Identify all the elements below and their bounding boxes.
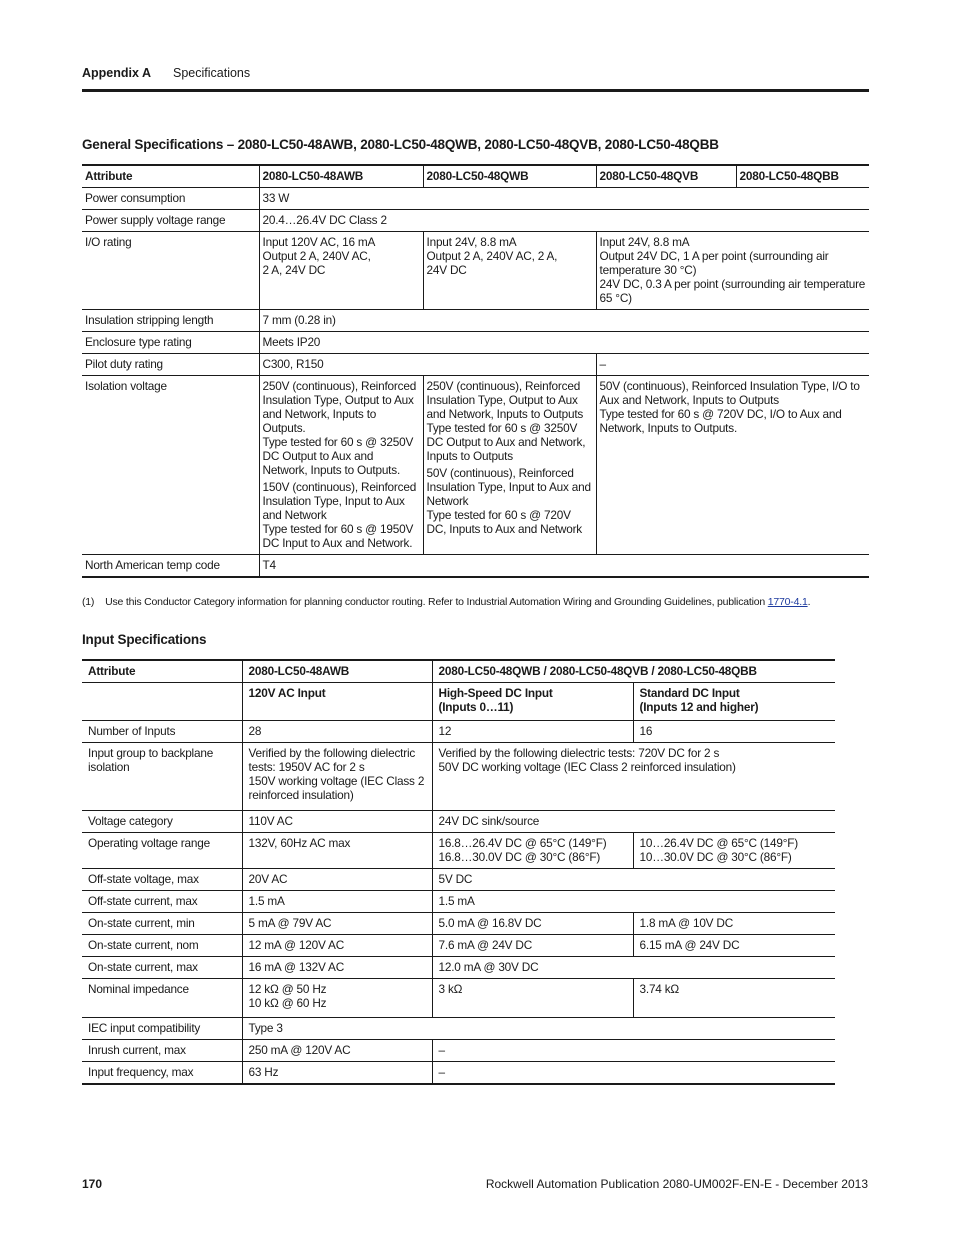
row-label: Operating voltage range xyxy=(82,833,242,869)
table-row xyxy=(82,354,869,376)
row-label: On-state current, nom xyxy=(82,935,242,957)
table-row xyxy=(82,188,869,210)
col-header: 2080-LC50-48AWB xyxy=(242,660,432,683)
col-header: Standard DC Input (Inputs 12 and higher) xyxy=(633,683,835,721)
row-label: Input frequency, max xyxy=(82,1062,242,1085)
table-row xyxy=(82,1018,835,1040)
cell: Type 3 xyxy=(242,1018,835,1040)
row-label: Insulation stripping length xyxy=(82,310,259,332)
row-label: Isolation voltage xyxy=(82,376,259,555)
cell: Input 24V, 8.8 mA Output 24V DC, 1 A per point (surrounding air temperature 30 °C) 24V DC, 0.3 A per point (surrounding air temperature 65 °C) xyxy=(596,232,869,310)
cell: 5V DC xyxy=(432,869,835,891)
section-label: Specifications xyxy=(173,66,251,80)
appendix-label: Appendix A xyxy=(82,66,151,80)
cell: 250 mA @ 120V AC xyxy=(242,1040,432,1062)
cell: 5.0 mA @ 16.8V DC xyxy=(432,913,633,935)
table-row xyxy=(82,332,869,354)
table-row xyxy=(82,913,835,935)
cell: 7.6 mA @ 24V DC xyxy=(432,935,633,957)
col-header: 2080-LC50-48QVB xyxy=(596,165,736,188)
row-label: On-state current, min xyxy=(82,913,242,935)
cell: Meets IP20 xyxy=(259,332,869,354)
cell: Verified by the following dielectric tests: 1950V AC for 2 s 150V working voltage (IEC Class 2 reinforced insulation) xyxy=(242,743,432,811)
cell: 12.0 mA @ 30V DC xyxy=(432,957,835,979)
col-header: Attribute xyxy=(82,660,242,683)
cell: T4 xyxy=(259,555,869,578)
table-row xyxy=(82,979,835,1018)
footnote-marker: (1) xyxy=(82,596,95,608)
input-specs-title: Input Specifications xyxy=(82,632,207,647)
cell: 7 mm (0.28 in) xyxy=(259,310,869,332)
col-header: 2080-LC50-48QWB / 2080-LC50-48QVB / 2080-LC50-48QBB xyxy=(432,660,835,683)
cell-para: 50V (continuous), Reinforced Insulation Type, Input to Aux and Network Type tested for 60 s @ 720V DC, Inputs to Aux and Network xyxy=(426,466,591,536)
table-row xyxy=(82,935,835,957)
cell: 5 mA @ 79V AC xyxy=(242,913,432,935)
cell: 24V DC sink/source xyxy=(432,811,835,833)
cell: 16 mA @ 132V AC xyxy=(242,957,432,979)
table-row xyxy=(82,891,835,913)
cell: 132V, 60Hz AC max xyxy=(242,833,432,869)
cell xyxy=(259,376,423,555)
cell: C300, R150 xyxy=(259,354,596,376)
row-label: Inrush current, max xyxy=(82,1040,242,1062)
table-row xyxy=(82,1040,835,1062)
page-number: 170 xyxy=(82,1177,103,1191)
cell: 16 xyxy=(633,721,835,743)
publication-footer: Rockwell Automation Publication 2080-UM002F-EN-E - December 2013 xyxy=(485,1177,868,1191)
row-label: Power consumption xyxy=(82,188,259,210)
publication-link[interactable]: 1770-4.1 xyxy=(767,596,808,608)
cell: 6.15 mA @ 24V DC xyxy=(633,935,835,957)
col-header-blank xyxy=(82,683,242,721)
row-label: I/O rating xyxy=(82,232,259,310)
row-label: Nominal impedance xyxy=(82,979,242,1018)
table-row xyxy=(82,310,869,332)
cell: Input 120V AC, 16 mA Output 2 A, 240V AC, 2 A, 24V DC xyxy=(259,232,423,310)
row-label: Number of Inputs xyxy=(82,721,242,743)
table-row xyxy=(82,1062,835,1085)
col-header: 2080-LC50-48QWB xyxy=(423,165,596,188)
cell: Verified by the following dielectric tests: 720V DC for 2 s 50V DC working voltage (IEC Class 2 reinforced insulation) xyxy=(432,743,835,811)
col-header: 2080-LC50-48AWB xyxy=(259,165,423,188)
cell: 12 kΩ @ 50 Hz 10 kΩ @ 60 Hz xyxy=(242,979,432,1018)
row-label: Voltage category xyxy=(82,811,242,833)
col-header: Attribute xyxy=(82,165,259,188)
cell: 1.5 mA xyxy=(432,891,835,913)
table-row xyxy=(82,811,835,833)
input-specs-table xyxy=(82,659,835,1085)
cell: – xyxy=(432,1040,835,1062)
cell: 1.8 mA @ 10V DC xyxy=(633,913,835,935)
cell: 16.8…26.4V DC @ 65°C (149°F) 16.8…30.0V DC @ 30°C (86°F) xyxy=(432,833,633,869)
footnote-text: Use this Conductor Category information for planning conductor routing. Refer to Industrial Automation Wiring and Grounding Guidelines, publication xyxy=(105,596,768,608)
cell: 3.74 kΩ xyxy=(633,979,835,1018)
table-row xyxy=(82,869,835,891)
cell: 20V AC xyxy=(242,869,432,891)
cell: – xyxy=(432,1062,835,1085)
cell: 50V (continuous), Reinforced Insulation Type, I/O to Aux and Network, Inputs to Outputs Type tested for 60 s @ 720V DC, I/O to Aux and Network, Inputs to Outputs. xyxy=(596,376,869,555)
general-specs-table xyxy=(82,164,869,578)
row-label: North American temp code xyxy=(82,555,259,578)
table-row xyxy=(82,743,835,811)
cell: 1.5 mA xyxy=(242,891,432,913)
cell xyxy=(423,376,596,555)
col-header: 120V AC Input xyxy=(242,683,432,721)
table-row xyxy=(82,210,869,232)
row-label: Off-state voltage, max xyxy=(82,869,242,891)
cell: Input 24V, 8.8 mA Output 2 A, 240V AC, 2 A, 24V DC xyxy=(423,232,596,310)
table-row xyxy=(82,833,835,869)
footnote-end: . xyxy=(807,596,811,608)
cell-para: 250V (continuous), Reinforced Insulation Type, Output to Aux and Network, Inputs to Outputs Type tested for 60 s @ 3250V DC Output to Aux and Network, Inputs to Outputs xyxy=(426,379,586,463)
table-row xyxy=(82,721,835,743)
row-label: Pilot duty rating xyxy=(82,354,259,376)
table-subheader-row xyxy=(82,683,835,721)
row-label: Off-state current, max xyxy=(82,891,242,913)
row-label: Power supply voltage range xyxy=(82,210,259,232)
col-header: High-Speed DC Input (Inputs 0…11) xyxy=(432,683,633,721)
cell: 33 W xyxy=(259,188,869,210)
cell: 63 Hz xyxy=(242,1062,432,1085)
header-rule xyxy=(82,89,869,92)
table-header-row xyxy=(82,165,869,188)
cell: – xyxy=(596,354,869,376)
table-row xyxy=(82,555,869,578)
cell-para: 150V (continuous), Reinforced Insulation Type, Input to Aux and Network Type tested for 60 s @ 1950V DC Input to Aux and Network. xyxy=(262,480,417,550)
col-header: 2080-LC50-48QBB xyxy=(736,165,869,188)
table-row xyxy=(82,376,869,555)
cell: 20.4…26.4V DC Class 2 xyxy=(259,210,869,232)
cell: 12 xyxy=(432,721,633,743)
cell: 110V AC xyxy=(242,811,432,833)
cell: 28 xyxy=(242,721,432,743)
table-row xyxy=(82,957,835,979)
cell: 12 mA @ 120V AC xyxy=(242,935,432,957)
footnote xyxy=(82,596,810,608)
row-label: On-state current, max xyxy=(82,957,242,979)
general-specs-title: General Specifications – 2080-LC50-48AWB, 2080-LC50-48QWB, 2080-LC50-48QVB, 2080-LC50-48QBB xyxy=(82,137,719,152)
row-label: IEC input compatibility xyxy=(82,1018,242,1040)
cell: 10…26.4V DC @ 65°C (149°F) 10…30.0V DC @ 30°C (86°F) xyxy=(633,833,835,869)
table-header-row xyxy=(82,660,835,683)
running-header xyxy=(82,66,868,80)
cell-para: 250V (continuous), Reinforced Insulation Type, Output to Aux and Network, Inputs to Outputs. Type tested for 60 s @ 3250V DC Output to Aux and Network, Inputs to Outputs. xyxy=(262,379,417,477)
table-row xyxy=(82,232,869,310)
row-label: Input group to backplane isolation xyxy=(82,743,242,811)
row-label: Enclosure type rating xyxy=(82,332,259,354)
cell: 3 kΩ xyxy=(432,979,633,1018)
